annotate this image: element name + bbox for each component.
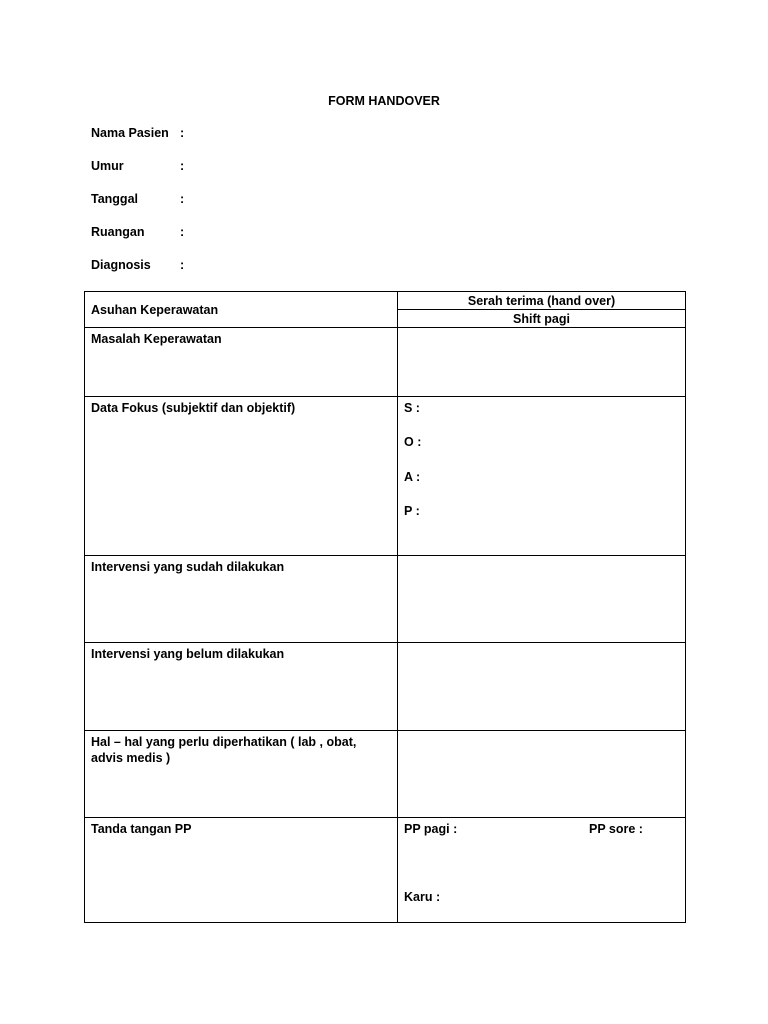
field-label: Nama Pasien <box>91 126 169 140</box>
cell-hal-hal-input[interactable] <box>398 731 686 818</box>
handover-table <box>84 291 686 923</box>
page-title: FORM HANDOVER <box>328 94 440 108</box>
field-label: Tanggal <box>91 192 138 206</box>
row-label-data-fokus: Data Fokus (subjektif dan objektif) <box>85 397 398 556</box>
field-label: Umur <box>91 159 124 173</box>
soap-a: A : <box>404 470 421 484</box>
signature-pp-pagi: PP pagi : <box>404 822 458 836</box>
header-serah-terima: Serah terima (hand over) <box>398 292 686 310</box>
header-asuhan-keperawatan: Asuhan Keperawatan <box>85 292 398 328</box>
cell-tanda-tangan-input[interactable] <box>398 818 686 923</box>
soap-p: P : <box>404 504 420 518</box>
row-label-hal-hal: Hal – hal yang perlu diperhatikan ( lab , obat, advis medis ) <box>85 731 398 818</box>
row-label-tanda-tangan: Tanda tangan PP <box>85 818 398 923</box>
field-label: Diagnosis <box>91 258 151 272</box>
signature-karu: Karu : <box>404 890 441 904</box>
field-label: Ruangan <box>91 225 145 239</box>
row-label-intervensi-sudah: Intervensi yang sudah dilakukan <box>85 556 398 643</box>
cell-data-fokus-input[interactable] <box>398 397 686 556</box>
signature-pp-sore: PP sore : <box>589 822 643 836</box>
field-colon: : <box>180 258 185 272</box>
field-colon: : <box>180 159 185 173</box>
soap-s: S : <box>404 401 420 415</box>
field-colon: : <box>180 225 185 239</box>
row-label-intervensi-belum: Intervensi yang belum dilakukan <box>85 643 398 731</box>
soap-o: O : <box>404 435 422 449</box>
field-colon: : <box>180 192 185 206</box>
cell-masalah-input[interactable] <box>398 328 686 397</box>
cell-intervensi-belum-input[interactable] <box>398 643 686 731</box>
cell-intervensi-sudah-input[interactable] <box>398 556 686 643</box>
header-shift-pagi: Shift pagi <box>398 310 686 328</box>
field-colon: : <box>180 126 185 140</box>
row-label-masalah: Masalah Keperawatan <box>85 328 398 397</box>
